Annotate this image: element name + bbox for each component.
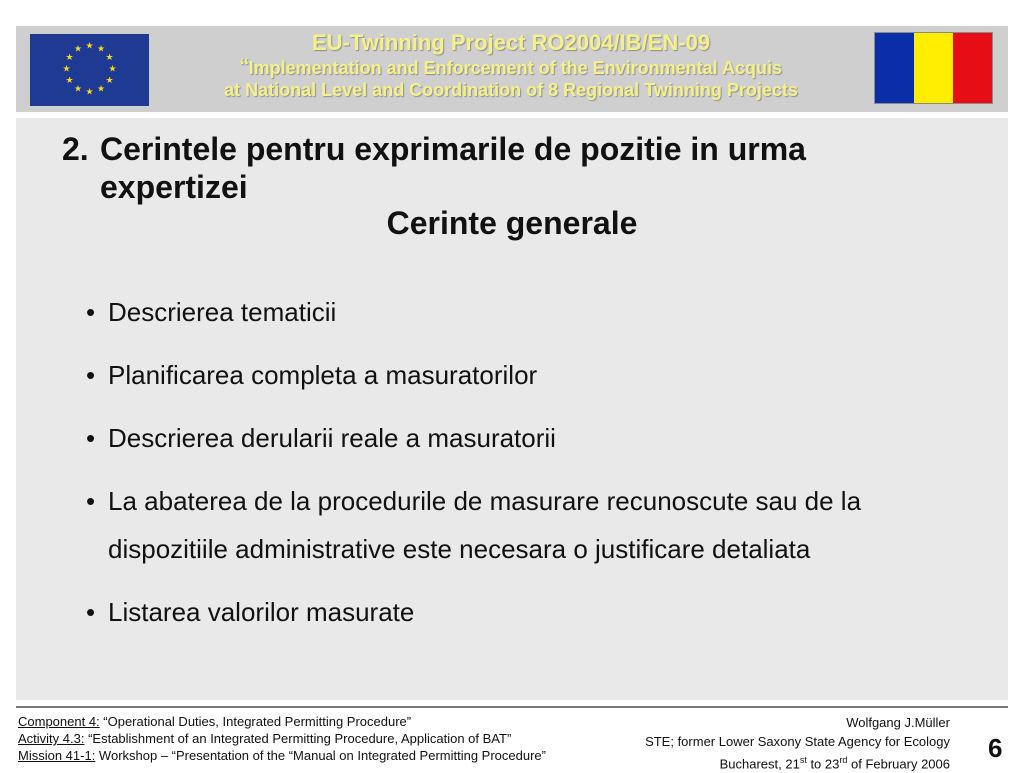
bullet-item: [86, 588, 966, 636]
svg-text:★: ★: [96, 84, 106, 95]
project-code: EU-Twinning Project RO2004/IB/EN-09: [311, 30, 711, 55]
bullet-icon: •: [86, 486, 96, 516]
eu-flag-icon: [30, 34, 149, 106]
date-suffix: of February 2006: [847, 756, 950, 772]
project-header: [150, 30, 872, 101]
mission-text: Workshop – “Presentation of the “Manual on Integrated Permitting Procedure”: [95, 748, 546, 763]
mission-label: Mission 41-1:: [18, 748, 96, 763]
slide-title-text: Cerintele pentru exprimarile de pozitie in urma expertizei: [100, 131, 806, 205]
svg-text:★: ★: [108, 64, 117, 75]
svg-text:★: ★: [65, 76, 74, 86]
bullet-text: Planificarea completa a masuratorilor: [108, 360, 538, 390]
eu-flag-stars: [30, 34, 149, 106]
svg-text:★: ★: [73, 44, 83, 55]
opening-quote: “: [239, 52, 249, 82]
svg-text:★: ★: [85, 41, 94, 52]
component-label: Component 4:: [18, 714, 100, 729]
svg-text:★: ★: [96, 44, 106, 55]
bullet-text: Descrierea derularii reale a masuratorii: [108, 423, 556, 453]
bullet-item: [86, 351, 966, 399]
svg-text:★: ★: [65, 53, 74, 63]
activity-label: Activity 4.3:: [18, 731, 85, 746]
bullet-text: La abaterea de la procedurile de masurare recunoscute sau de la dispozitiile administrative este necesara o justificare detaliata: [108, 486, 862, 564]
slide-title-number: 2.: [62, 131, 89, 167]
project-title-text: Implementation and Enforcement of the Environmental Acquis: [248, 58, 783, 78]
slide-subtitle: Cerinte generale: [386, 205, 638, 241]
slide-title: [62, 130, 942, 206]
romania-flag-red-stripe: [953, 33, 992, 103]
svg-text:★: ★: [105, 53, 114, 63]
bullet-list: [86, 288, 966, 651]
footer-affiliation: STE; former Lower Saxony State Agency for Ecology: [645, 734, 950, 749]
component-text: “Operational Duties, Integrated Permitting Procedure”: [99, 714, 412, 729]
footer-author: Wolfgang J.Müller: [846, 715, 950, 730]
romania-flag-yellow-stripe: [914, 33, 953, 103]
bullet-item: [86, 288, 966, 336]
page-number: 6: [988, 733, 1003, 763]
date-prefix: Bucharest, 21: [719, 756, 800, 772]
svg-text:★: ★: [62, 64, 71, 75]
date-sup-start: st: [799, 755, 807, 765]
bullet-text: Descrierea tematicii: [108, 297, 337, 327]
bullet-icon: •: [86, 423, 96, 453]
project-title-line2: at National Level and Coordination of 8 Regional Twinning Projects: [224, 80, 798, 100]
svg-text:★: ★: [73, 84, 83, 95]
footer-author-info: [490, 713, 950, 773]
date-sup-end: rd: [839, 755, 848, 765]
date-middle: to 23: [806, 756, 840, 772]
bullet-icon: •: [86, 360, 96, 390]
activity-text: “Establishment of an Integrated Permitting Procedure, Application of BAT”: [84, 731, 512, 746]
romania-flag-icon: [874, 32, 993, 104]
bullet-icon: •: [86, 597, 96, 627]
bullet-item: [86, 477, 966, 573]
bullet-icon: •: [86, 297, 96, 327]
svg-text:★: ★: [105, 76, 114, 86]
footer-divider: [16, 706, 1008, 708]
project-title-line1: [150, 52, 872, 82]
bullet-item: [86, 414, 966, 462]
bullet-text: Listarea valorilor masurate: [108, 597, 415, 627]
footer-date: [490, 751, 950, 773]
romania-flag-blue-stripe: [875, 33, 914, 103]
svg-text:★: ★: [85, 87, 94, 98]
